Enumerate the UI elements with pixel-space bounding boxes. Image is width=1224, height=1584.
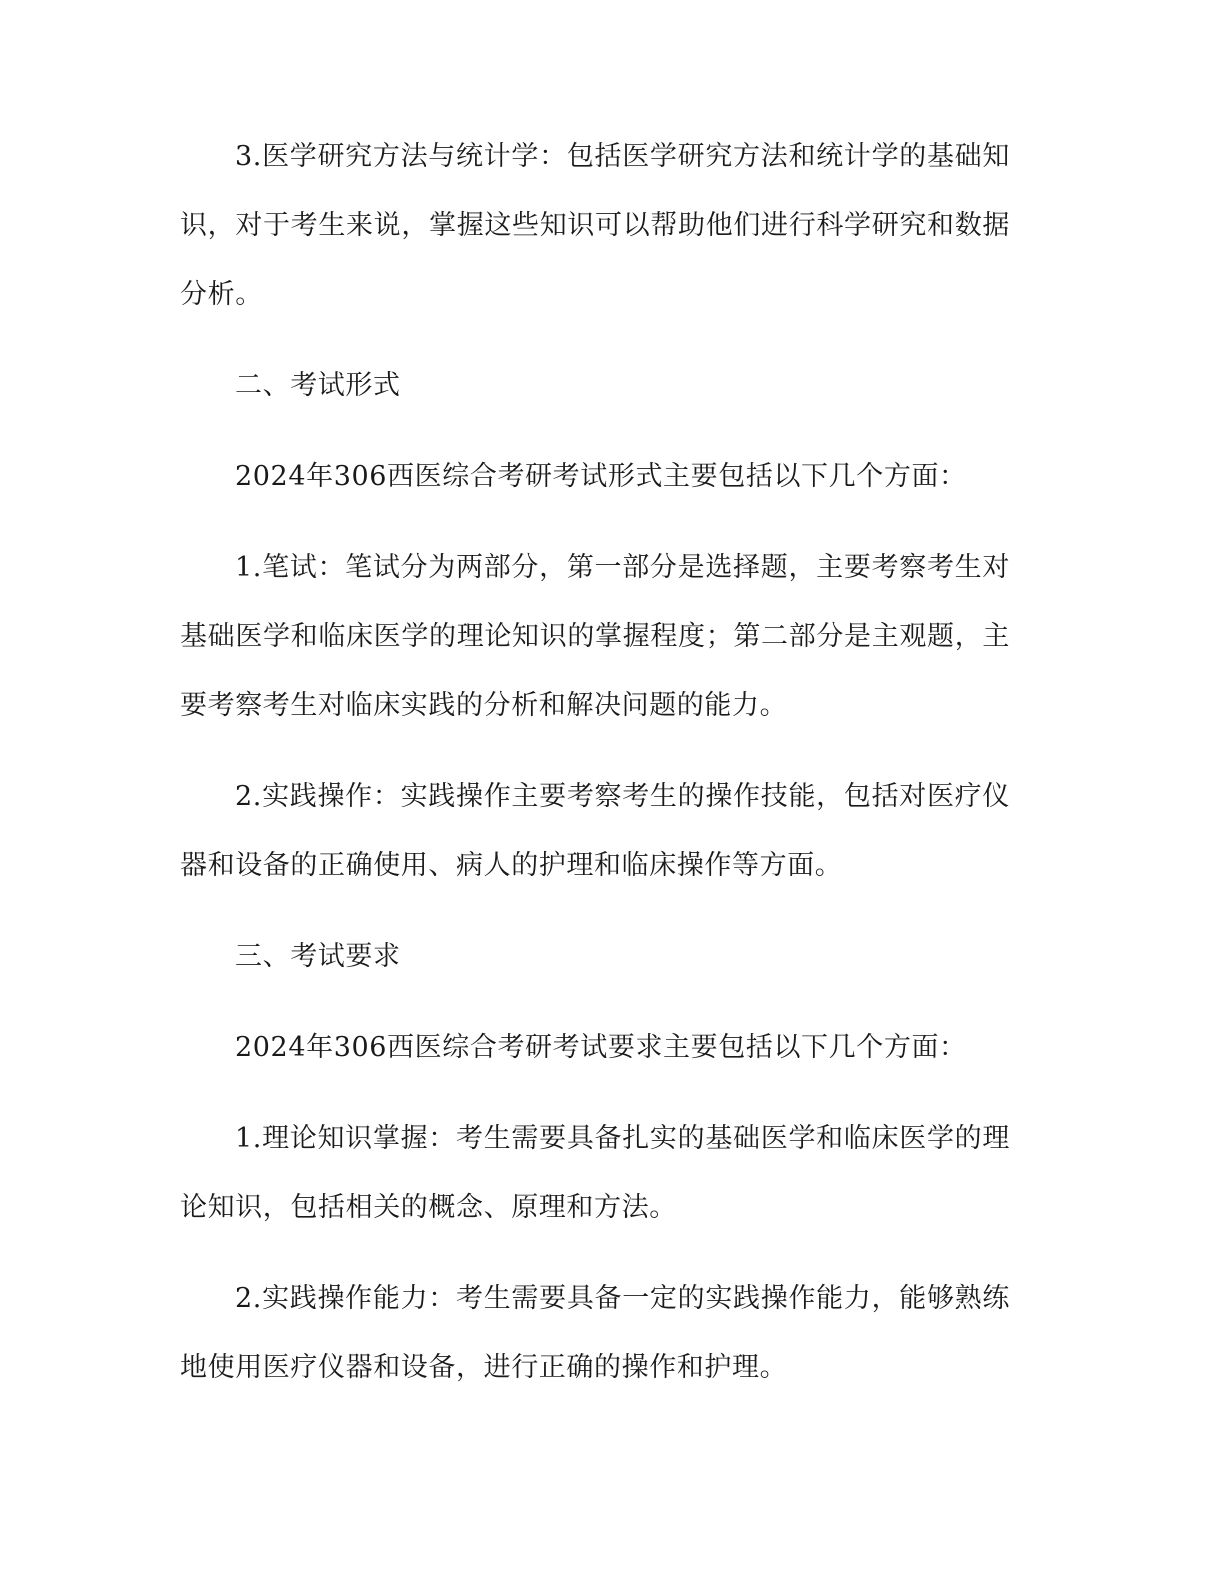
section-heading-exam-format: 二、考试形式: [235, 370, 401, 401]
section-heading-exam-requirements: 三、考试要求: [235, 941, 401, 972]
paragraph-research-methods: 3.医学研究方法与统计学：包括医学研究方法和统计学的基础知识，对于考生来说，掌握这些知识可以帮助他们进行科学研究和数据分析。: [180, 141, 1010, 310]
paragraph-practical-ability: 2.实践操作能力：考生需要具备一定的实践操作能力，能够熟练地使用医疗仪器和设备，进行正确的操作和护理。: [180, 1283, 1010, 1383]
paragraph-exam-requirements-intro: 2024年306西医综合考研考试要求主要包括以下几个方面：: [235, 1032, 967, 1063]
document-body: [180, 122, 1010, 1424]
paragraph-written-exam: 1.笔试：笔试分为两部分，第一部分是选择题，主要考察考生对基础医学和临床医学的理论知识的掌握程度；第二部分是主观题，主要考察考生对临床实践的分析和解决问题的能力。: [180, 552, 1010, 721]
paragraph-theory-knowledge: 1.理论知识掌握：考生需要具备扎实的基础医学和临床医学的理论知识，包括相关的概念、原理和方法。: [180, 1123, 1010, 1223]
paragraph-exam-format-intro: 2024年306西医综合考研考试形式主要包括以下几个方面：: [235, 461, 967, 492]
paragraph-practical-operation: 2.实践操作：实践操作主要考察考生的操作技能，包括对医疗仪器和设备的正确使用、病人的护理和临床操作等方面。: [180, 781, 1010, 881]
